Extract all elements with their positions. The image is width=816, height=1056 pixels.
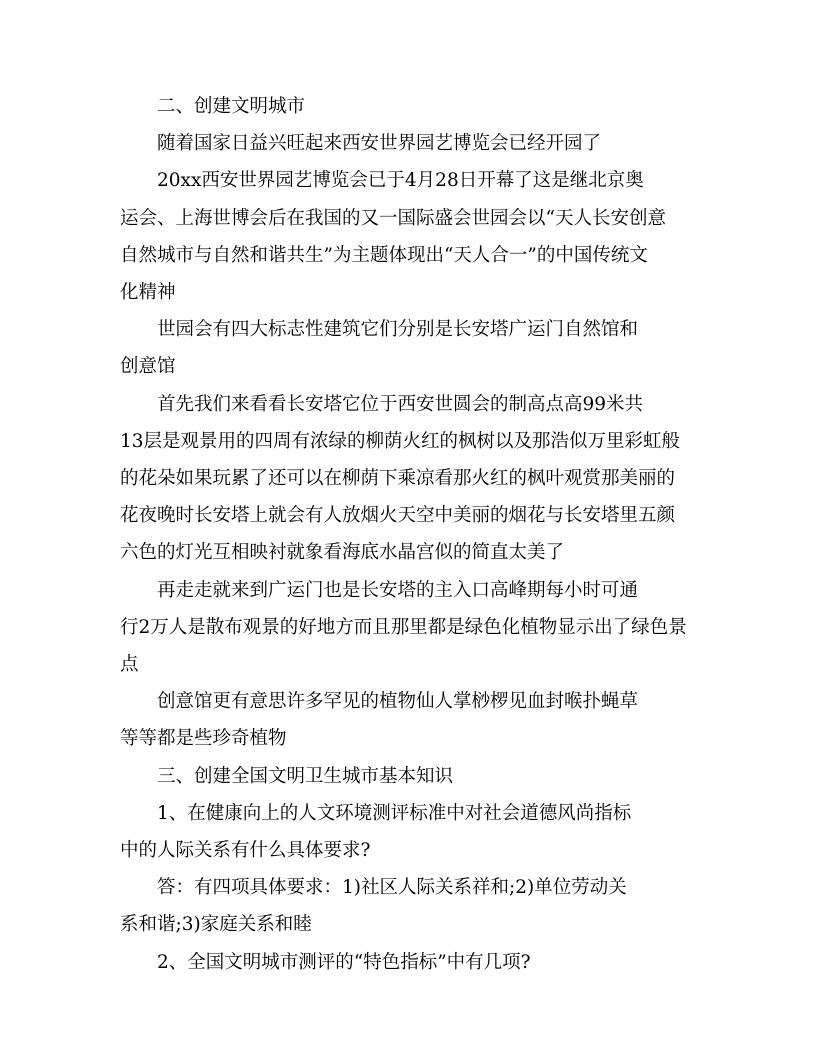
section-heading-3 [120, 758, 700, 795]
answer [120, 869, 700, 943]
text-line: 世园会有四大标志性建筑它们分别是长安塔广运门自然馆和 [157, 319, 639, 341]
text-line: 创意馆 [120, 356, 176, 378]
text-line: 再走走就来到广运门也是长安塔的主入口高峰期每小时可通 [157, 579, 639, 601]
text-line: 化精神 [120, 282, 176, 304]
text-line: 1、在健康向上的人文环境测评标准中对社会道德风尚指标 [157, 802, 632, 824]
document-body [120, 88, 700, 981]
text-line: 的花朵如果玩累了还可以在柳荫下乘凉看那火红的枫叶观赏那美丽的 [120, 468, 676, 490]
section-heading-2 [120, 88, 700, 125]
text-line: 花夜晚时长安塔上就会有人放烟火天空中美丽的烟花与长安塔里五颜 [120, 505, 676, 527]
paragraph [120, 386, 700, 572]
text-line: 六色的灯光互相映衬就象看海底水晶宫似的简直太美了 [120, 542, 565, 564]
paragraph [120, 572, 700, 684]
question [120, 944, 700, 981]
text-line: 三、创建全国文明卫生城市基本知识 [157, 765, 454, 787]
text-line: 点 [120, 654, 139, 676]
text-line: 随着国家日益兴旺起来西安世界园艺博览会已经开园了 [157, 133, 602, 155]
text-line: 创意馆更有意思许多罕见的植物仙人掌桫椤见血封喉扑蝇草 [157, 691, 639, 713]
paragraph [120, 125, 700, 162]
text-line: 首先我们来看看长安塔它位于西安世圆会的制高点高99米共 [157, 393, 644, 415]
text-line: 系和谐;3)家庭关系和睦 [120, 914, 312, 936]
text-line: 13层是观景用的四周有浓绿的柳荫火红的枫树以及那浩似万里彩虹般 [120, 430, 681, 452]
text-line: 20xx西安世界园艺博览会已于4月28日开幕了这是继北京奥 [157, 170, 644, 192]
paragraph [120, 162, 700, 311]
question [120, 795, 700, 869]
paragraph [120, 683, 700, 757]
text-line: 运会、上海世博会后在我国的又一国际盛会世园会以“天人长安创意 [120, 207, 666, 229]
text-line: 等等都是些珍奇植物 [120, 728, 287, 750]
text-line: 答：有四项具体要求：1)社区人际关系祥和;2)单位劳动关 [157, 877, 627, 899]
paragraph [120, 311, 700, 385]
text-line: 行2万人是散布观景的好地方而且那里都是绿色化植物显示出了绿色景 [120, 616, 687, 638]
text-line: 中的人际关系有什么具体要求? [120, 840, 371, 862]
text-line: 自然城市与自然和谐共生”为主题体现出“天人合一”的中国传统文 [120, 244, 648, 266]
text-line: 二、创建文明城市 [157, 96, 306, 117]
text-line: 2、全国文明城市测评的“特色指标”中有几项? [157, 951, 531, 973]
